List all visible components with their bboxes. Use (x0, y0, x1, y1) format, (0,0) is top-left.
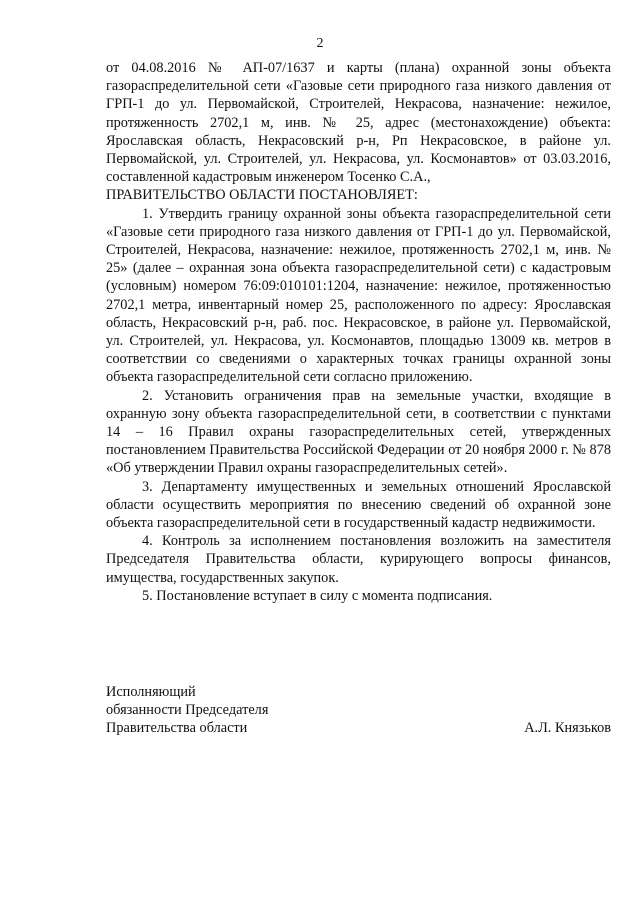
signature-title-line-2: обязанности Председателя (106, 702, 269, 719)
resolution-item-3: 3. Департаменту имущественных и земельных отношений Ярославской области осуществить мероприятия по внесению сведений об охранной зоне объекта газораспределительной сети в государственный кадастр недвижимости. (106, 478, 611, 532)
resolution-item-5: 5. Постановление вступает в силу с момента подписания. (142, 587, 493, 604)
intro-paragraph: от 04.08.2016 № АП-07/1637 и карты (плана) охранной зоны объекта газораспределительной сети «Газовые сети природного газа низкого давления от ГРП-1 до ул. Первомайской, Строителей, Некрасова, назначение: нежилое, протяженность 2702,1 м, инв. № 25, адрес (местонахождение) объекта: Ярославская область, Некрасовский р-н, Рп Некрасовское, в районе ул. Первомайской, ул. Строителей, ул. Некрасова, ул. Космонавтов» от 03.03.2016, составленной кадастровым инженером Тосенко С.А., (106, 60, 611, 186)
resolution-item-1: 1. Утвердить границу охранной зоны объекта газораспределительной сети «Газовые сети природного газа низкого давления от ГРП-1 до ул. Первомайской, Строителей, Некрасова, назначение: нежилое, протяженность 2702,1 м, инв. № 25» (далее – охранная зона объекта газораспределительной сети) с кадастровым (условным) номером 76:09:010101:1204, назначение: нежилое, протяженностью 2702,1 метра, инвентарный номер 25, расположенного по адресу: Ярославская область, Некрасовский р-н, раб. пос. Некрасовское, в районе ул. Первомайской, ул. Строителей, ул. Некрасова, ул. Космонавтов, площадью 13009 кв. метров в соответствии со сведениями о характерных точках границы охранной зоны объекта газораспределительной сети согласно приложению. (106, 205, 611, 386)
document-body (106, 59, 611, 605)
signatory-name: А.Л. Князьков (524, 720, 611, 737)
page-number: 2 (316, 36, 324, 51)
resolution-heading: ПРАВИТЕЛЬСТВО ОБЛАСТИ ПОСТАНОВЛЯЕТ: (106, 187, 418, 204)
signature-title-line-3: Правительства области (106, 720, 248, 737)
signature-name-row (106, 719, 611, 737)
signature-block (106, 683, 611, 738)
resolution-item-4: 4. Контроль за исполнением постановления возложить на заместителя Председателя Правительства области, курирующего вопросы финансов, имущества, государственных закупок. (106, 533, 611, 586)
signature-title-line-1: Исполняющий (106, 684, 196, 700)
resolution-item-2: 2. Установить ограничения прав на земельные участки, входящие в охранную зону объекта газораспределительной сети, в соответствии с пунктами 14 – 16 Правил охраны газораспределительных сетей, утвержденных постановлением Правительства Российской Федерации от 20 ноября 2000 г. № 878 «Об утверждении Правил охраны газораспределительных сетей». (106, 387, 611, 477)
